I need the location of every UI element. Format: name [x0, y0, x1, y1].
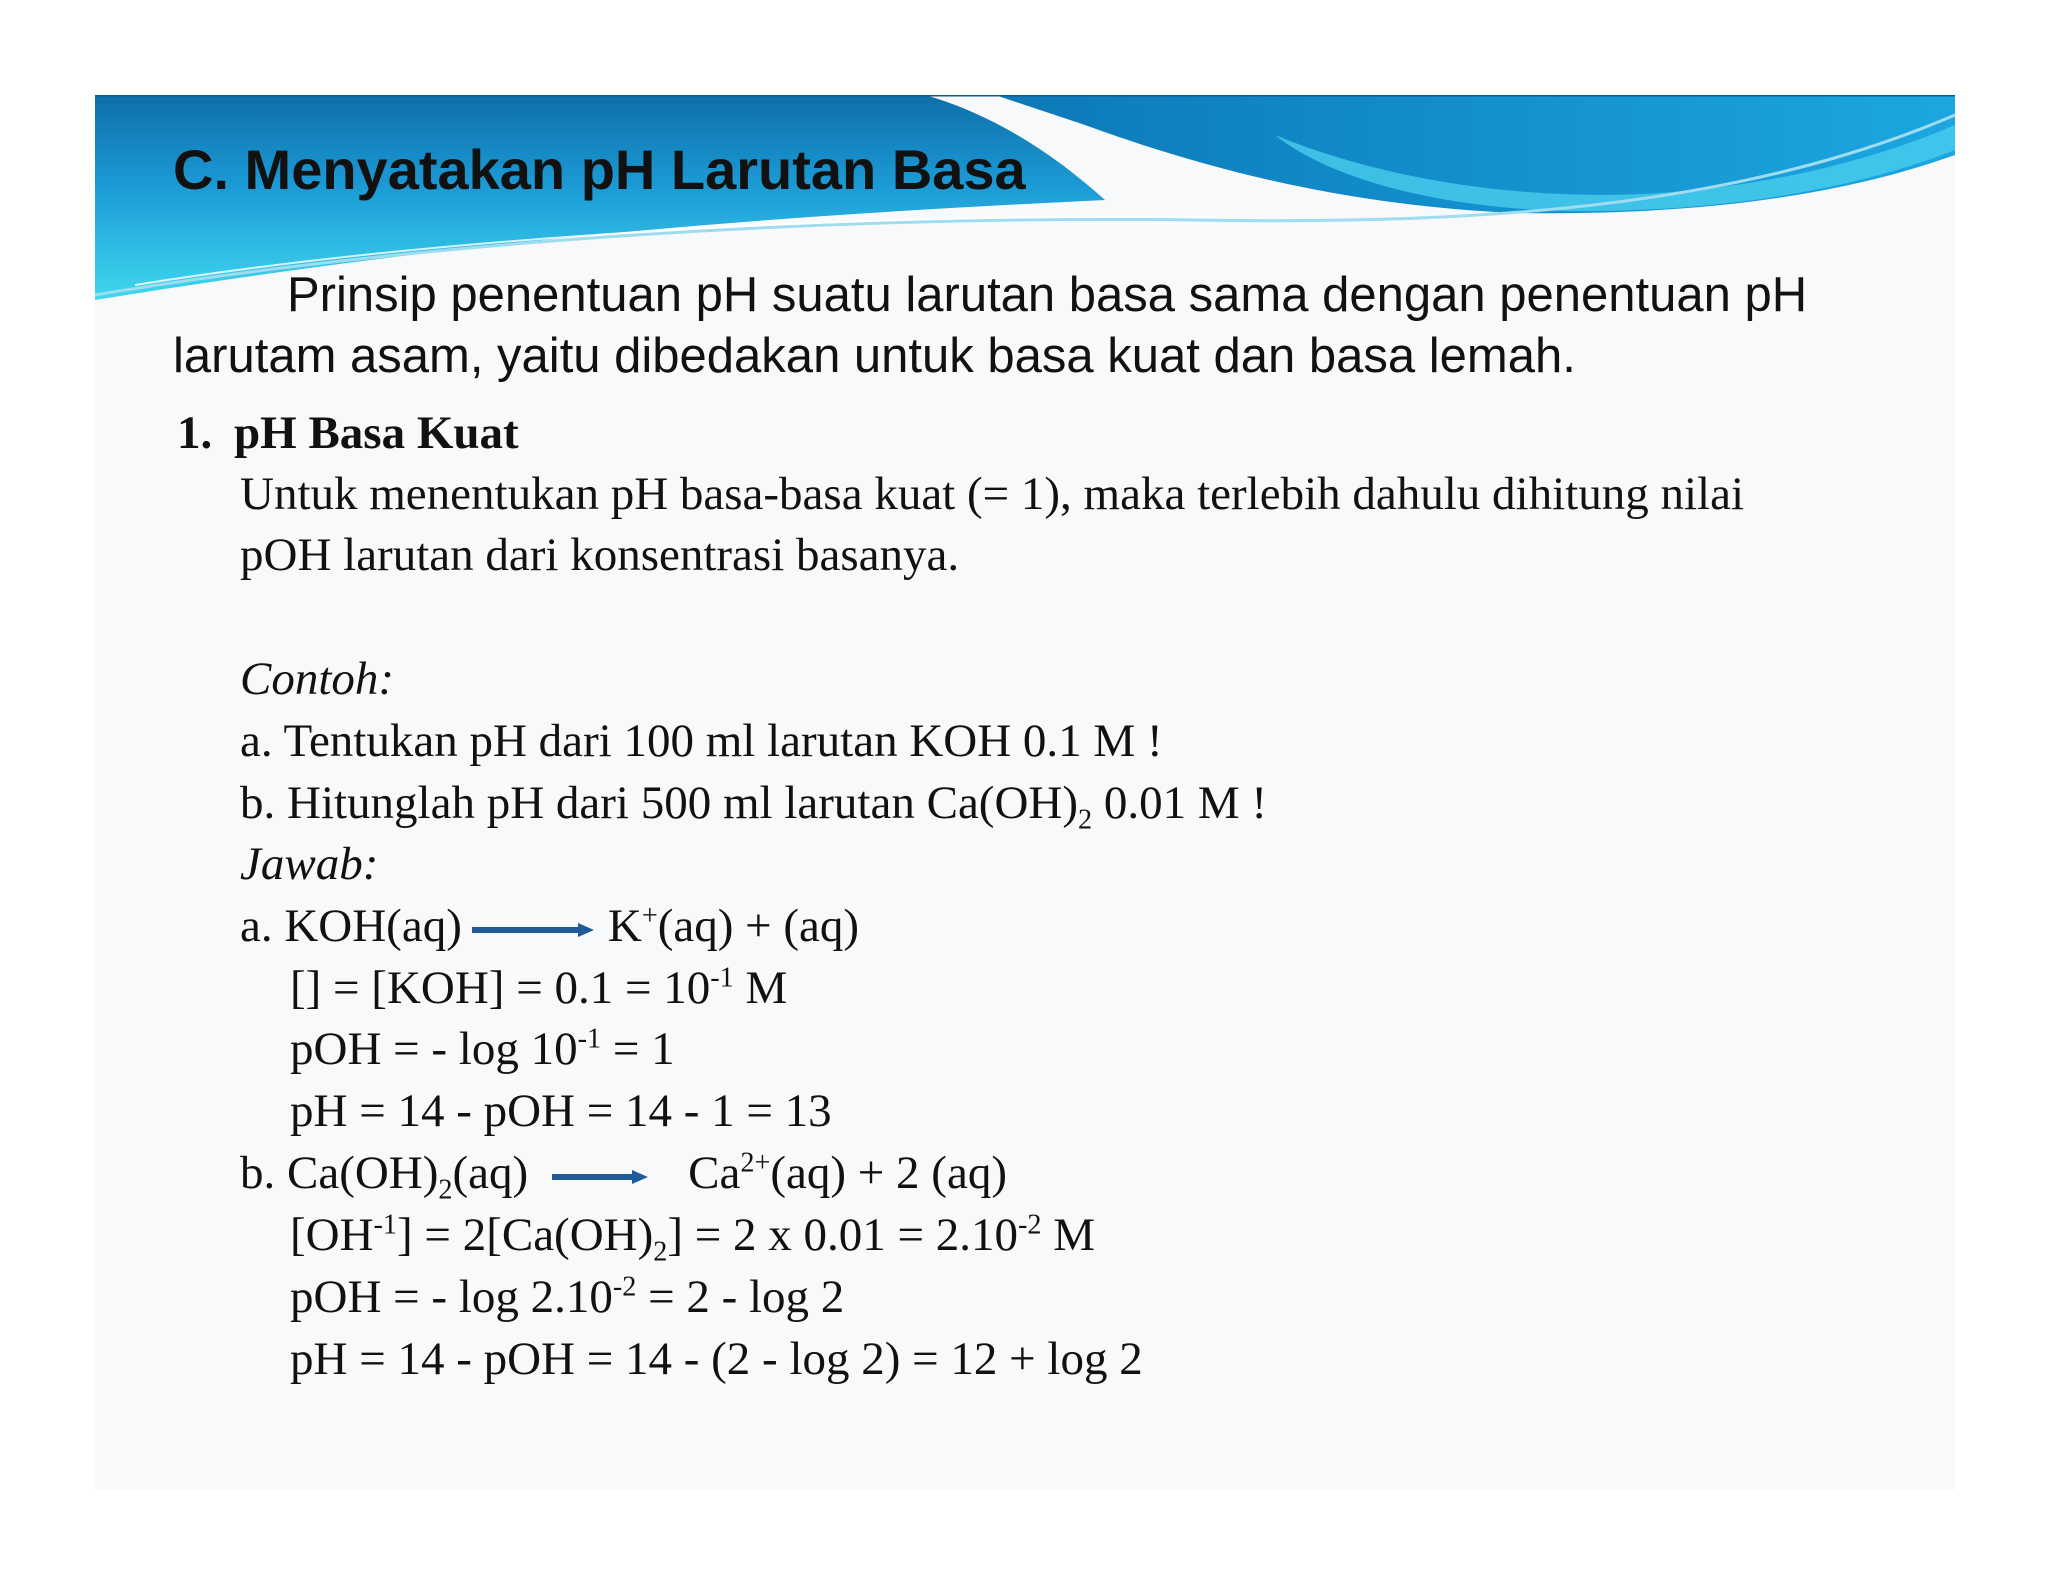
- reaction-a-product-tail: (aq) + (aq): [657, 900, 860, 952]
- reaction-b-state: (aq): [452, 1147, 529, 1199]
- reaction-a-charge: +: [641, 900, 658, 932]
- section-number: 1.: [177, 407, 213, 459]
- description-line-2: pOH larutan dari konsentrasi basanya.: [240, 529, 960, 581]
- step-b-2-exponent: -2: [612, 1271, 637, 1303]
- step-b-2: [290, 1269, 844, 1325]
- step-b-1: [290, 1207, 1096, 1268]
- reaction-b-subscript: 2: [438, 1174, 453, 1206]
- section-title: pH Basa Kuat: [234, 407, 519, 459]
- question-b-subscript: 2: [1078, 804, 1093, 836]
- step-b-2-text: pOH = - log 2.10: [290, 1271, 613, 1323]
- step-b-3: pH = 14 - pOH = 14 - (2 - log 2) = 12 + log 2: [290, 1333, 1143, 1385]
- reaction-b-product-tail: (aq) + 2 (aq): [770, 1147, 1007, 1199]
- reaction-a-product: K: [607, 900, 642, 952]
- step-a-1-exponent: -1: [710, 962, 734, 994]
- step-a-1: [290, 960, 787, 1016]
- step-b-1-b: ] = 2[Ca(OH): [397, 1209, 654, 1261]
- step-b-1-d: M: [1041, 1209, 1096, 1261]
- intro-line-2: larutam asam, yaitu dibedakan untuk basa kuat dan basa lemah.: [173, 329, 1576, 383]
- slide-title: C. Menyatakan pH Larutan Basa: [173, 138, 1026, 201]
- step-a-2-text: pOH = - log 10: [290, 1023, 578, 1075]
- intro-line-1: Prinsip penentuan pH suatu larutan basa sama dengan penentuan pH: [287, 268, 1808, 322]
- question-b: [240, 775, 1268, 836]
- reaction-b-product: Ca: [688, 1147, 741, 1199]
- right-arrow-icon: [552, 1167, 676, 1187]
- step-b-1-subscript: 2: [653, 1236, 668, 1268]
- question-b-tail: 0.01 M !: [1092, 777, 1268, 829]
- step-a-2: [290, 1021, 675, 1077]
- step-b-1-exponent-2: -2: [1018, 1209, 1042, 1241]
- step-a-3: pH = 14 - pOH = 14 - 1 = 13: [290, 1085, 832, 1137]
- reaction-a-reactant: a. KOH(aq): [240, 900, 462, 952]
- contoh-label: Contoh:: [240, 653, 395, 705]
- slide: [95, 95, 1955, 1490]
- step-b-1-c: ] = 2 x 0.01 = 2.10: [667, 1209, 1019, 1261]
- step-b-2-result: = 2 - log 2: [636, 1271, 845, 1323]
- description-line-1: Untuk menentukan pH basa-basa kuat (= 1), maka terlebih dahulu dihitung nilai: [240, 468, 1744, 520]
- question-a: a. Tentukan pH dari 100 ml larutan KOH 0.1 M !: [240, 715, 1163, 767]
- section-heading: [177, 405, 519, 461]
- reaction-b-reactant: b. Ca(OH): [240, 1147, 439, 1199]
- step-a-1-unit: M: [733, 962, 788, 1014]
- reaction-b: [240, 1145, 1007, 1206]
- jawab-label: Jawab:: [240, 838, 379, 890]
- step-a-1-text: [] = [KOH] = 0.1 = 10: [290, 962, 711, 1014]
- step-b-1-exponent-1: -1: [373, 1209, 398, 1241]
- step-a-2-result: = 1: [601, 1023, 675, 1075]
- reaction-a: [240, 898, 859, 954]
- step-a-2-exponent: -1: [577, 1023, 602, 1055]
- question-b-text: b. Hitunglah pH dari 500 ml larutan Ca(OH): [240, 777, 1078, 829]
- right-arrow-icon: [472, 920, 596, 940]
- intro-paragraph: [173, 265, 1933, 387]
- step-b-1-a: [OH: [290, 1209, 374, 1261]
- reaction-b-charge: 2+: [740, 1147, 771, 1179]
